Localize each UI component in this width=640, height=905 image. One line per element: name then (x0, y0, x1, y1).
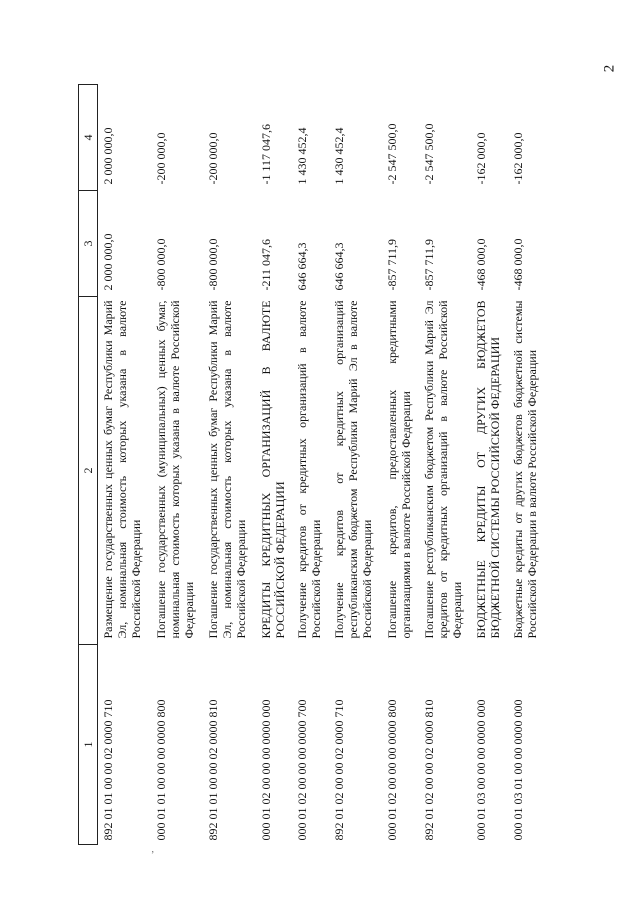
row-value-col4: 2 000 000,0 (101, 127, 115, 185)
row-code: 000 01 02 00 00 00 0000 000 (258, 699, 273, 841)
header-col-2: 2 (79, 297, 98, 645)
row-name: БЮДЖЕТНЫЕ КРЕДИТЫ ОТ ДРУГИХ БЮДЖЕТОВ БЮДЖЕТНОЙ СИСТЕМЫ РОССИЙСКОЙ ФЕДЕРАЦИИ (474, 300, 503, 639)
row-name: Погашение республиканским бюджетом Республики Марий Эл кредитов от кредитных организаций в валюте Российской Федерации (421, 300, 464, 639)
table-row (292, 85, 329, 845)
row-name: Погашение государственных ценных бумаг Республики Марий Эл, номинальная стоимость которых указана в валюте Российской Федерации (206, 300, 249, 639)
table-row (329, 85, 382, 845)
row-name: Получение кредитов от кредитных организаций в валюте Российской Федерации (295, 300, 324, 639)
row-code: 000 01 01 00 00 00 0000 800 (153, 699, 168, 841)
row-value-col4: -200 000,0 (206, 132, 221, 185)
row-value-col4: -200 000,0 (153, 132, 168, 185)
row-code: 000 01 03 01 00 00 0000 000 (511, 699, 525, 841)
table-row (151, 85, 204, 845)
row-code: 000 01 03 00 00 00 0000 000 (474, 699, 489, 841)
row-name: Получение кредитов от кредитных организаций республиканским бюджетом Республики Марий Эл в валюте Российской Федерации (332, 300, 375, 639)
row-value-col3: -468 000,0 (511, 238, 525, 291)
table-row (256, 85, 293, 845)
row-name: Погашение кредитов, предоставленных кредитными организациями в валюте Российской Федерации (384, 300, 413, 639)
row-code: 000 01 02 00 00 00 0000 700 (295, 699, 310, 841)
row-value-col3: 2 000 000,0 (101, 233, 115, 291)
row-name: КРЕДИТЫ КРЕДИТНЫХ ОРГАНИЗАЦИЙ В ВАЛЮТЕ РОССИЙСКОЙ ФЕДЕРАЦИИ (258, 300, 287, 639)
row-value-col4: -162 000,0 (474, 132, 489, 185)
table-row (419, 85, 472, 845)
row-name: Размещение государственных ценных бумаг Республики Марий Эл, номинальная стоимость которых указана в валюте Российской Федерации (101, 300, 143, 639)
row-value-col4: -2 547 500,0 (384, 123, 399, 185)
rotated-table-container (78, 85, 545, 845)
table-header-row (79, 85, 98, 845)
table-row (471, 85, 508, 845)
row-value-col3: 646 664,3 (332, 242, 347, 291)
row-code: 892 01 01 00 00 02 0000 710 (101, 699, 115, 841)
row-code: 892 01 01 00 00 02 0000 810 (206, 699, 221, 841)
sources-table (78, 84, 545, 845)
header-col-3: 3 (79, 191, 98, 297)
row-name: Бюджетные кредиты от других бюджетов бюджетной системы Российской Федерации в валюте Российской Федерации (511, 300, 539, 639)
header-col-1: 1 (79, 645, 98, 845)
table-row (203, 85, 256, 845)
row-value-col3: -857 711,9 (384, 238, 399, 291)
table-row (382, 85, 419, 845)
row-value-col4: -2 547 500,0 (421, 123, 436, 185)
page-number: 2 (601, 64, 618, 73)
row-value-col4: 1 430 452,4 (295, 127, 310, 185)
header-col-4: 4 (79, 85, 98, 191)
margin-mark: ’ (151, 850, 155, 861)
row-name: Погашение государственных (муниципальных) ценных бумаг, номинальная стоимость которых указана в валюте Российской Федерации (153, 300, 196, 639)
row-value-col3: -800 000,0 (153, 238, 168, 291)
row-value-col3: -800 000,0 (206, 238, 221, 291)
row-value-col3: -468 000,0 (474, 238, 489, 291)
row-value-col3: 646 664,3 (295, 242, 310, 291)
table-row (508, 85, 545, 845)
row-code: 000 01 02 00 00 00 0000 800 (384, 699, 399, 841)
row-value-col3: -211 047,6 (258, 238, 273, 291)
row-value-col4: 1 430 452,4 (332, 127, 347, 185)
row-code: 892 01 02 00 00 02 0000 710 (332, 699, 347, 841)
row-code: 892 01 02 00 00 02 0000 810 (421, 699, 436, 841)
row-value-col3: -857 711,9 (421, 238, 436, 291)
table-row (98, 85, 151, 845)
row-value-col4: -1 117 047,6 (258, 123, 273, 185)
row-value-col4: -162 000,0 (511, 132, 525, 185)
